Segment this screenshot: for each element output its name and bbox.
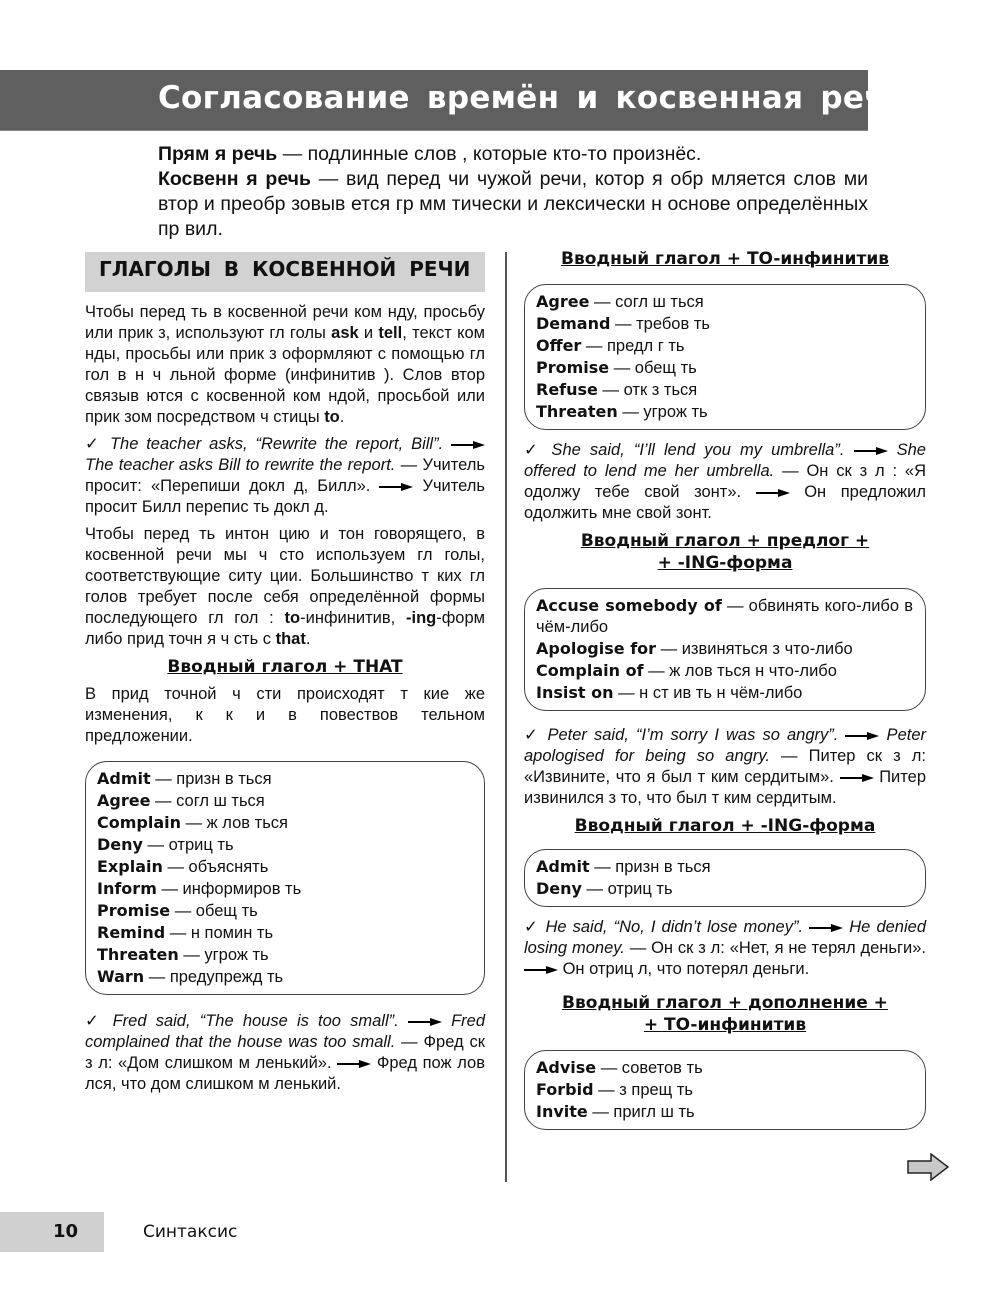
example-en: Fred said, “The house is too small”. <box>103 1012 408 1030</box>
check-icon: ✓ <box>524 726 541 744</box>
verb-row <box>536 595 913 638</box>
verb-row <box>536 660 913 682</box>
example-ru: Питер извинился з то, что был т ким сердитым. <box>524 768 926 807</box>
verb-ru: — обещ ть <box>170 902 258 920</box>
verb-en: Complain of <box>536 661 644 680</box>
arrow-right-icon <box>451 440 485 450</box>
verb-row <box>536 401 913 423</box>
heading-line: + -ING-форма <box>657 553 793 573</box>
verb-en: Insist on <box>536 683 614 702</box>
example-money <box>524 917 926 980</box>
verb-ru: — требов ть <box>610 315 710 333</box>
verb-row <box>536 682 913 704</box>
verb-ru: — отриц ть <box>581 880 673 898</box>
paragraph-that: В прид точной ч сти происходят т кие же изменения, к к и в повествов тельном предложении. <box>85 685 485 745</box>
example-en: The teacher asks Bill to rewrite the report. <box>85 456 396 474</box>
verb-ru: — согл ш ться <box>150 792 265 810</box>
verb-ru: — обещ ть <box>609 359 697 377</box>
example-en: Peter apologised for being so angry. <box>524 726 926 765</box>
example-en: He denied losing money. <box>524 918 926 957</box>
heading-line: + TO-инфинитив <box>643 1015 807 1035</box>
keyword: to <box>284 609 301 627</box>
example-en: She offered to lend me her umbrella. <box>524 441 926 480</box>
subheading-to-infinitive: Вводный глагол + TO-инфинитив <box>560 249 889 269</box>
check-icon: ✓ <box>85 1012 104 1030</box>
verb-ru: — согл ш ться <box>589 293 704 311</box>
verb-list-that <box>85 761 485 995</box>
term-indirect-speech: Косвенн я речь <box>158 168 311 190</box>
example-en: Fred complained that the house was too small. <box>85 1012 486 1051</box>
check-icon: ✓ <box>524 441 543 459</box>
arrow-right-icon <box>524 965 558 975</box>
example-ru: — Учитель просит: «Перепиши докл д, Билл». <box>85 456 485 495</box>
left-column <box>85 252 485 1101</box>
example-peter <box>524 725 926 809</box>
heading-line: Вводный глагол + дополнение + <box>562 993 888 1013</box>
verb-ru: — угрож ть <box>617 403 708 421</box>
text: и <box>358 324 379 342</box>
verb-en: Promise <box>536 358 610 377</box>
subheading-preposition-ing <box>524 530 926 574</box>
verb-en: Threaten <box>536 402 618 421</box>
verb-en: Deny <box>97 835 143 854</box>
column-divider <box>505 252 507 1182</box>
verb-row <box>536 1079 913 1101</box>
verb-row <box>97 900 472 922</box>
term-direct-speech: Прям я речь <box>158 143 278 165</box>
subheading-ing-form: Вводный глагол + -ING-форма <box>574 816 876 836</box>
verb-row <box>97 790 472 812</box>
verb-en: Warn <box>97 967 145 986</box>
text: -форм либо прид точн я ч сть с <box>85 609 486 648</box>
heading-line: Вводный глагол + предлог + <box>580 531 870 551</box>
next-page-arrow-icon[interactable] <box>907 1153 949 1181</box>
intro-indirect-speech <box>158 167 868 242</box>
verb-row <box>536 1057 913 1079</box>
example-ru: Фред пож лов лся, что дом слишком м ленький. <box>85 1054 485 1093</box>
verb-en: Threaten <box>97 945 179 964</box>
verb-en: Agree <box>536 292 590 311</box>
check-icon: ✓ <box>524 918 540 936</box>
verb-row <box>536 357 913 379</box>
verb-row <box>97 966 472 988</box>
verb-en: Promise <box>97 901 171 920</box>
verb-en: Complain <box>97 813 182 832</box>
verb-en: Apologise for <box>536 639 657 658</box>
example-ru: — Питер ск з л: «Извините, что я был т ким сердитым». <box>524 747 927 786</box>
page-number-box <box>0 1212 104 1252</box>
example-teacher <box>85 434 485 518</box>
example-en: The teacher asks, “Rewrite the report, Bill”. <box>102 435 451 453</box>
keyword: tell <box>378 324 403 342</box>
verb-row <box>536 638 913 660</box>
verb-ru: — ж лов ться <box>181 814 288 832</box>
arrow-right-icon <box>756 488 790 498</box>
verb-ru: — ж лов ться н что-либо <box>643 662 837 680</box>
verb-row <box>536 1101 913 1123</box>
intro <box>158 142 868 242</box>
keyword: ask <box>331 324 359 342</box>
verb-ru: — предупрежд ть <box>144 968 284 986</box>
verb-row <box>97 944 472 966</box>
keyword: to <box>324 408 340 426</box>
verb-ru: — н помин ть <box>165 924 274 942</box>
text: , текст ком нды, просьбы или прик з оформляют с помощью гл гол в н ч льной форме (инфинитив ). Слов втор связыв ются с косвенной ком ндой, просьбой или прик зом посредством ч стицы <box>85 324 485 426</box>
definition-text: — подлинные слов , которые кто-то произнёс. <box>277 143 702 165</box>
verb-ru: — отриц ть <box>142 836 234 854</box>
intro-direct-speech <box>158 142 868 167</box>
verb-en: Accuse somebody of <box>536 596 722 615</box>
verb-list-ing-form <box>524 849 926 907</box>
verb-list-to-infinitive <box>524 284 926 430</box>
arrow-right-icon <box>854 446 888 456</box>
example-ru: Он отриц л, что потерял деньги. <box>558 960 810 978</box>
page-title: Согласование времён и косвенная речь <box>158 80 906 116</box>
section-header <box>85 252 485 292</box>
verb-row <box>97 922 472 944</box>
keyword: that <box>275 630 306 648</box>
verb-row <box>97 878 472 900</box>
page-number: 10 <box>52 1221 78 1242</box>
verb-ru: — призн в ться <box>589 858 711 876</box>
arrow-right-icon <box>845 731 879 741</box>
example-en: Peter said, “I’m sorry I was so angry”. <box>540 726 846 744</box>
right-column <box>524 248 926 1140</box>
verb-row <box>536 856 913 878</box>
verb-ru: — з прещ ть <box>593 1081 693 1099</box>
text: Чтобы перед ть интон цию и тон говорящего, в косвенной речи мы ч сто используем гл голы, соответствующие ситу ции. Большинство т ких гл голов требует после себя определённой формы последующего гл гол : <box>85 525 485 627</box>
verb-ru: — извиняться з что-либо <box>656 640 853 658</box>
verb-en: Advise <box>536 1058 597 1077</box>
text: Чтобы перед ть в косвенной речи ком нду, просьбу или прик з, используют гл голы <box>85 303 485 342</box>
verb-en: Remind <box>97 923 166 942</box>
example-en: He said, “No, I didn’t lose money”. <box>539 918 810 936</box>
example-umbrella <box>524 440 926 524</box>
verb-ru: — советов ть <box>596 1059 703 1077</box>
verb-ru: — отк з ться <box>597 381 698 399</box>
text: . <box>305 630 311 648</box>
subheading-that: Вводный глагол + THAT <box>167 657 403 677</box>
verb-ru: — информиров ть <box>156 880 302 898</box>
verb-row <box>97 812 472 834</box>
verb-en: Forbid <box>536 1080 594 1099</box>
verb-row <box>97 834 472 856</box>
example-ru: — Он ск з л: «Нет, я не терял деньги». <box>624 939 926 957</box>
verb-row <box>536 335 913 357</box>
text: -инфинитив, <box>300 609 406 627</box>
keyword: -ing <box>405 609 437 627</box>
verb-en: Refuse <box>536 380 598 399</box>
section-title: ГЛАГОЛЫ В КОСВЕННОЙ РЕЧИ <box>99 257 471 281</box>
definition-text: — вид перед чи чужой речи, котор я обр мляется слов ми втор и преобр зовыв ется гр мм тически и лексически н основе определённых пр вил. <box>158 168 868 240</box>
verb-list-object-to-infinitive <box>524 1050 926 1130</box>
verb-en: Invite <box>536 1102 588 1121</box>
verb-row <box>97 768 472 790</box>
text: . <box>339 408 345 426</box>
verb-row <box>536 313 913 335</box>
arrow-right-icon <box>408 1017 442 1027</box>
verb-row <box>536 291 913 313</box>
paragraph-commands <box>85 302 485 428</box>
verb-row <box>536 878 913 900</box>
page-title-bar <box>0 70 906 131</box>
arrow-right-icon <box>840 773 874 783</box>
verb-en: Deny <box>536 879 582 898</box>
verb-ru: — обвинять кого-либо в чём-либо <box>536 597 914 636</box>
verb-row <box>536 379 913 401</box>
arrow-right-icon <box>337 1059 371 1069</box>
verb-ru: — угрож ть <box>178 946 269 964</box>
subheading-object-to-infinitive <box>524 992 926 1036</box>
verb-en: Explain <box>97 857 163 876</box>
verb-en: Agree <box>97 791 151 810</box>
verb-en: Inform <box>97 879 157 898</box>
example-en: She said, “I’ll lend you my umbrella”. <box>542 441 854 459</box>
example-ru: — Фред ск з л: «Дом слишком м ленький». <box>85 1033 485 1072</box>
verb-en: Demand <box>536 314 611 333</box>
verb-row <box>97 856 472 878</box>
example-ru: Учитель просит Билл перепис ть докл д. <box>85 477 485 516</box>
verb-ru: — объяснять <box>162 858 269 876</box>
verb-list-preposition-ing <box>524 588 926 711</box>
paragraph-intonation <box>85 524 485 650</box>
verb-en: Offer <box>536 336 582 355</box>
check-icon: ✓ <box>85 435 103 453</box>
verb-en: Admit <box>536 857 590 876</box>
example-ru: Он предложил одолжить мне свой зонт. <box>524 483 926 522</box>
footer-section-label: Синтаксис <box>143 1222 238 1242</box>
example-fred <box>85 1011 485 1095</box>
verb-en: Admit <box>97 769 151 788</box>
example-ru: — Он ск з л : «Я одолжу тебе свой зонт». <box>524 462 926 501</box>
arrow-right-icon <box>379 482 413 492</box>
verb-ru: — н ст ив ть н чём-либо <box>613 684 803 702</box>
verb-ru: — призн в ться <box>150 770 272 788</box>
verb-ru: — пригл ш ть <box>587 1103 695 1121</box>
verb-ru: — предл г ть <box>581 337 685 355</box>
arrow-right-icon <box>809 923 843 933</box>
